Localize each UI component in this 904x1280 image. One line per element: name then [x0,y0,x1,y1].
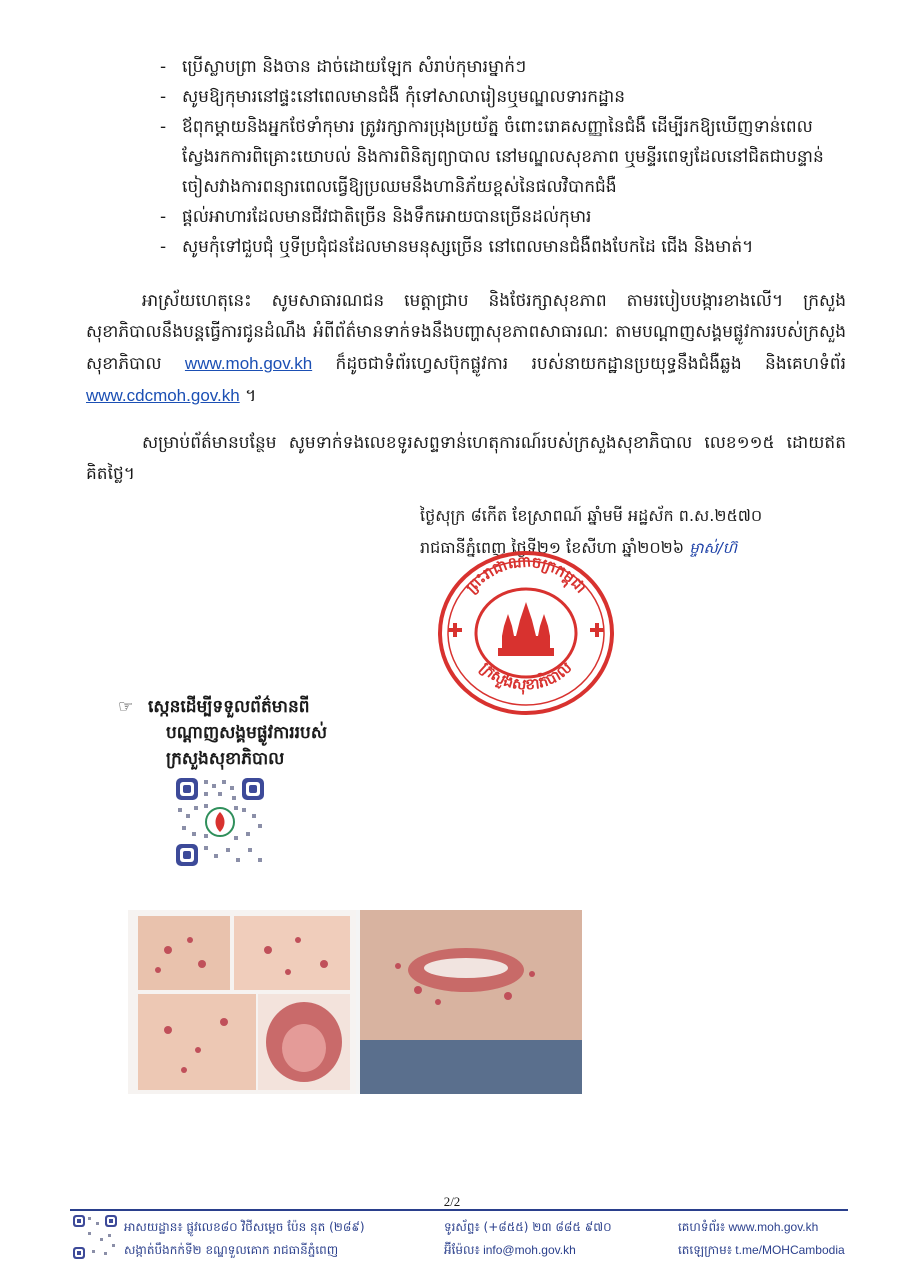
social-media-qr-code[interactable] [174,776,266,868]
bullet-item: - សូមកុំទៅជួបជុំ ឬទីប្រជុំជនដែលមានមនុស្សច្រើន នៅពេលមានជំងឺពងបែកដៃ ជើង និងមាត់។ [160,237,754,257]
lunar-date: ថ្ងៃសុក្រ ៨កើត ខែស្រាពណ៍ ឆ្នាំមមី អដ្ឋស័ក ព.ស.២៥៧០ [420,506,763,525]
prevention-bullet-list [160,52,850,262]
moh-website-link[interactable]: www.moh.gov.kh [184,354,313,373]
phone-text: ទូរស័ព្ទ៖ (+៨៥៥) ២៣ ៨៨៥ ៩៧០ [444,1220,612,1234]
footer-qr-code[interactable] [72,1214,118,1260]
seal-bottom-text: ក្រសួងសុខាភិបាល [476,658,576,694]
page-number: 2/2 [443,1194,461,1209]
bullet-item: - ផ្តល់អាហារដែលមានជីវជាតិច្រើន និងទឹកអោយបានច្រើនដល់កុមារ [160,207,592,227]
website-link[interactable]: គេហទំព័រ៖ www.moh.gov.kh [678,1220,819,1234]
signature: ម្ចាស់/ហ៊ [689,539,738,557]
palm-rash-photo [234,916,350,990]
angkor-temple-icon [498,602,554,656]
bullet-item: - សូមឱ្យកុមារនៅផ្ទះនៅពេលមានជំងឺ កុំទៅសាលារៀនឬមណ្ឌលទារកដ្ឋាន [160,87,626,107]
scan-instruction: ☞ ស្កេនដើម្បីទទួលព័ត៌មានពី បណ្តាញសង្គមផ្លូវការរបស់ ក្រសួងសុខាភិបាល [118,694,358,772]
footer-divider [70,1209,848,1211]
ministry-seal [436,548,616,718]
footer-address: អាសយដ្ឋាន៖ ផ្លូវលេខ៨០ វិថីសម្តេច ប៉ែន នុត (២៨៩) សង្កាត់បឹងកក់ទី២ ខណ្ឌទួលគោក រាជធានីភ្នំពេញ [124,1216,365,1262]
pointing-hand-icon: ☞ [118,697,134,717]
ministry-footer [72,1214,852,1264]
cdc-website-link[interactable]: www.cdcmoh.gov.kh [86,386,240,405]
seal-top-text: ព្រះរាជាណាចក្រកម្ពុជា [462,552,591,597]
footer-online [678,1216,845,1262]
telegram-link[interactable]: តេឡេក្រាម៖ t.me/MOHCambodia [678,1243,845,1257]
footer-contact [444,1216,612,1262]
foot-rash-photo [138,994,256,1090]
bullet-item: - ឪពុកម្តាយនិងអ្នកថែទាំកុមារ ត្រូវរក្សាការប្រុងប្រយ័ត្ន ចំពោះរោគសញ្ញានៃជំងឺ ដើម្បីរកឱ្យឃើញទាន់ពេល ស្វែងរកការពិគ្រោះយោបល់ និងការពិនិត្យព្យាបាល នៅមណ្ឌលសុខភាព ឬមន្ទីរពេទ្យដែលនៅជិតជាបន្ទាន់ ចៀសវាងការពន្យារពេលធ្វើឱ្យប្រឈមនឹងហានិភ័យខ្ពស់នៃផលវិបាកជំងឺ [160,117,824,197]
notice-paragraph: អាស្រ័យហេតុនេះ សូមសាធារណជន មេត្តាជ្រាប និងថែរក្សាសុខភាព តាមរបៀបបង្ការខាងលើ។ ក្រសួងសុខាភិបាលនឹងបន្តធ្វើការជូនដំណឹង អំពីព័ត៌មានទាក់ទងនឹងបញ្ហាសុខភាពសាធារណៈ តាមបណ្តាញសង្គមផ្លូវការរបស់ក្រសួងសុខាភិបាល www.moh.gov.kh ក៏ដូចជាទំព័រហ្វេសប៊ុកផ្លូវការ របស់នាយកដ្ឋានប្រយុទ្ធនឹងជំងឺឆ្លង និងគេហទំព័រ www.cdcmoh.gov.kh ។ [86,291,846,406]
hand-rash-photo [138,916,230,990]
address-icon-line: អាសយដ្ឋាន៖ ផ្លូវលេខ៨០ វិថីសម្តេច ប៉ែន នុត (២៨៩) [124,1220,365,1234]
symptom-photos [128,910,582,1094]
solar-date: រាជធានីភ្នំពេញ ថ្ងៃទី២១ ខែសីហា ឆ្នាំ២០២៦ ម្ចាស់/ហ៊ [420,538,738,557]
email-link[interactable]: អ៊ីម៉ែល៖ info@moh.gov.kh [444,1243,576,1257]
hotline-paragraph: សម្រាប់ព័ត៌មានបន្ថែម សូមទាក់ទងលេខទូរសព្ទទាន់ហេតុការណ៍របស់ក្រសួងសុខាភិបាល លេខ១១៥ ដោយឥតគិតថ្លៃ។ [86,433,846,484]
bullet-item: - ប្រើស្លាបព្រា និងចាន ដាច់ដោយឡែក សំរាប់កុមារម្នាក់ៗ [160,57,527,77]
